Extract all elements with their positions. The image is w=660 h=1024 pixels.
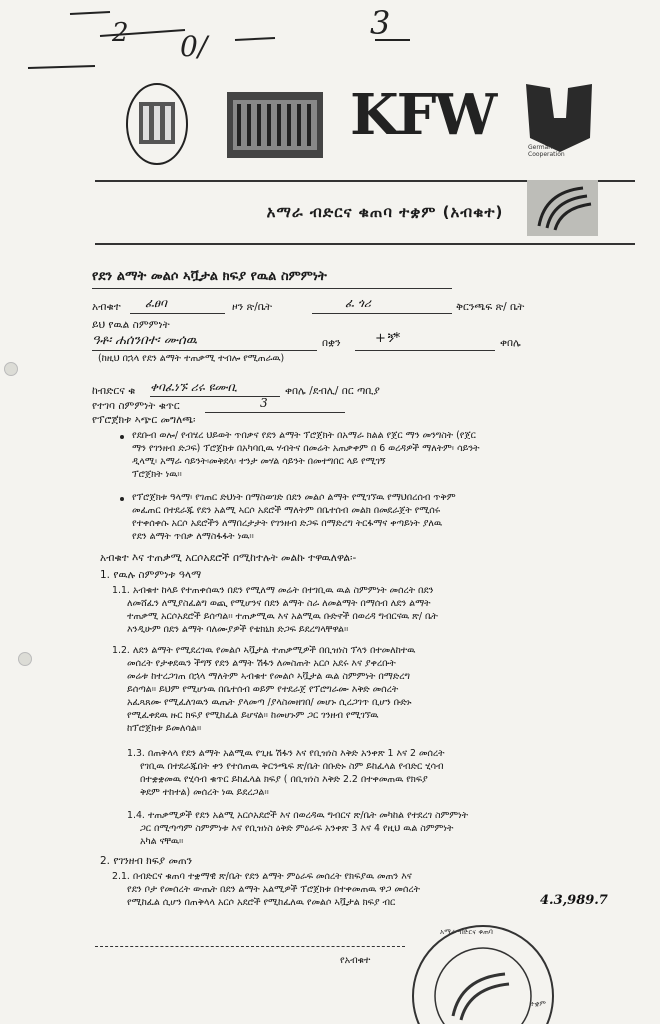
s1-2-line-4: ይሰጣል። ይህም የሚሆነዉ በቤተሰብ ወይም የተደራጀ የፕሮግራሙ እቅድ መሰረት [127,684,399,695]
s1-3-line-3: በተቋቋመዉ የሂሳብ ቁጥር ይከፈላል ክፍያ ( በቢዝነስ እቅድ 2.2 በተቀመጠዉ የክፍያ [140,774,428,785]
s1-2-line-7: ከፕሮጀክቱ ይመለሳል። [127,723,202,734]
s1-3-line-1: 1.3. በጠቅላላ የደን ልማት አልሚዉ የጊዜ ሽፋን እና የቢዝነስ እቅድ አንቀጽ 1 እና 2 መሰረት [127,748,445,759]
row3-value-a: ዓቶ፡ ሐሰንበተ፡ ሙሰዉ [92,333,197,348]
s1-1-line-3: ተጠቃሚ አርሶአደሮች ይሰጣል። ተጠቃሚዉ እና አልሚዉ ቡድኖች በወረዳ ግብርናዉ ጽ/ ቤት [127,611,438,622]
form-heading: የደን ልማት መልሶ ኣቯታል ክፍያ የዉል ስምምነት [92,269,327,284]
binder-hole-bottom [18,652,32,666]
s1-4-line-2: ጋር በሚጣጣም ስምምነቱ እና የቢዝነስ ዕቅድ ምዕራፍ አንቀጽ 3 እና 4 የዚህ ዉል ስምምነት [140,823,454,834]
bullet-2-dot [120,497,124,501]
row5-label-b: ቀበሌ /ደብሊ/ በር ጣቢያ [285,385,380,397]
building-logo-icon [225,90,325,160]
bullet-1-line-4: ፕሮጀክት ነዉ። [132,469,182,480]
bullet-2-line-2: መፈጠር በተደራጁ የደን አልሚ ኣርሶ አደሮች ማለትም በቤተሰብ መልክ በመደራጀት የሚሰሩ [132,505,441,516]
row3-label-c: ቀበሌ [500,337,521,349]
form-heading-underline [92,288,452,289]
row1-underline-a [130,313,225,314]
section-1-title: 1. የዉሉ ስምምነቱ ዓላማ [100,569,202,581]
s1-1-line-1: 1.1. አብቁተ ከላይ የተጠቀሰዉን በደን የሚለማ መሬት በተገቢዉ ዉል ስምምነት መሰረት በደን [112,585,434,596]
s1-3-line-4: ቅደም ተከተል) መሰረት ነዉ ይደረጋል። [140,787,269,798]
row3-label-b: በቋን [322,337,341,349]
s1-2-line-6: የሚፈቀደዉ ዙር ክፍያ የሚከፈል ይሆናል። ከመሆኑም ጋር ገንዘብ የሚገኘዉ [127,710,379,721]
footer-note: የአብቁተ [340,955,371,966]
row1-value-b: ፈ ጎሪ [345,296,371,310]
row5-value-a: ቀባፈነኙ ሪሩ ዩሙቢ [150,380,238,394]
s1-4-line-3: አካል ናቸዉ። [140,836,184,847]
bullet-1-line-2: ማን የገንዘብ ድጋፍ) ፕሮጀክቱ በአካባቢዉ ሃብትና በመሬት አጠቃቀም በ 6 ወረዳዎች ማለትም፡ ሳይንት [132,443,480,454]
footer-rule [95,946,405,947]
bullet-2-line-3: የተቀሰቀሱ አርሶ አደሮችን ለማበረታታት የገንዘብ ድጋፍ በማድረግ ትርፋማና ቀጣይነት ያለዉ [132,518,443,529]
top-handwriting-strokes [0,0,660,80]
row1-value-a: ፈፀባ [145,296,167,310]
s1-4-line-1: 1.4. ተጠቃሚዎች የደን አልሚ አርሶአደሮች እና በወረዳዉ ግብርና ጽ/ቤት መካከል የተደረገ ስምምነት [127,810,469,821]
header-rule-bottom [95,243,635,245]
s1-1-line-2: ለመሸፈን ለሚያስፈልግ ወጪ የሚሆንና በደን ልማት ስራ ለመልማት በማሰብ ለደን ልማት [127,598,431,609]
bullet-2-line-1: የፕሮጀክቱ ዓላማ፡ የገጠር ድህነት በማስወገድ በደን መልሶ ልማት የሚገኘዉ የማህበረሰብ ጥቅም [132,492,456,503]
s2-1-line-2: የደን ቦታ የመሰረት ውጤት በደን ልማት አልሚዎች ፕሮጀክቱ በተቀመጠዉ ዋጋ መሰረት [127,884,420,895]
row6-label: የተገባ ስምምነት ቁጥር [92,400,180,412]
row4-note: (ከዚህ በኋላ የደን ልማት ተጠቃሚ ተብሎ የሚጠራዉ) [98,353,285,364]
s1-2-line-1: 1.2. ለደን ልማት የሚደረገዉ የመልሶ ኣቯታል ተጠቃሚዎች በቢዝነስ ፕላን በተመለከተዉ [112,645,416,656]
row1-label-c: ቅርንጫፍ ጽ/ ቤት [456,301,525,313]
emblem-logo-icon [125,82,190,167]
s2-1-line-1: 2.1. በብድርና ቁጠባ ተቋማዊ ጽ/ቤት የደን ልማት ምዕራፍ መሰረት የክፍያዉ መጠን እና [112,871,412,882]
gtz-logo-text: German Cooperation [528,144,565,158]
bullet-1-line-3: ዲላሚ፡ አማራ ሳይንት፡መቅደላ፡ ተንታ መሃል ሳይንት በመተግበር ላይ የሚገኝ [132,456,386,467]
row3-underline-a [92,350,317,351]
banner-title: አማራ ብድርና ቁጠባ ተቋም (አብቁተ) [266,203,504,221]
acsi-logo-icon [525,178,600,238]
bullet-2-line-4: የደን ልማት ጥበቃ ለማስፋፋት ነዉ። [132,531,254,542]
agreement-intro: አብቁተ እና ተጠቃሚ አርሶአደሮች በሚከተሉት መልኩ ተዋዉለዋል፡- [100,552,357,564]
s1-2-line-5: አፈጻጸሙ የሚፈለገዉን ዉጤት ያላመጣ /ያላስመዘገበ/ መሆኑ ሲረጋገጥ ቢሆን ቡድኑ [127,697,412,708]
row6-value: 3 [260,396,268,410]
kfw-logo: KFW [350,82,496,148]
row5-label-a: ከብድርና ቁ [92,385,136,397]
row6-underline [205,412,345,413]
row1-underline-b [312,313,452,314]
row3-underline-b [355,350,495,351]
s1-2-line-3: መሬቱ ከተረጋገጠ በኋላ ማለትም ኣብቁተ የመልሶ ኣቯታል ዉል ስምምነት በማድረግ [127,671,410,682]
stamp-text-top: አማራ ብድርና ቁጠባ [440,928,493,936]
bullet-1-dot [120,435,124,439]
handwriting-mark-1: 2 [112,18,129,48]
row3-value-b: +ኝ* [375,331,401,346]
row1-label-b: ዞን ጽ/ቤት [232,301,273,313]
row1-label-a: አብቁተ [92,301,121,313]
s1-3-line-2: የገቢዉ በተደራጁበት ቀን የተሰጠዉ ቅርንጫፍ ጽ/ቤት በቡድኑ ስም ይከፈላል የብድር ሂሳብ [140,761,444,772]
s1-1-line-4: እንዲሁም በደን ልማት ባለሙያዎች የቴክኒክ ድጋፍ ይደረግላቸዋል። [127,624,349,635]
s2-1-amount: 4.3,989.7 [540,893,608,908]
handwriting-mark-3: 3 [370,4,391,42]
stamp-text-bottom: ተቋም [530,1000,546,1008]
row7-label: የፕሮጀክቱ ኣጭር መግለጫ፡ [92,414,196,426]
handwriting-mark-2: 0/ [180,30,208,63]
s1-2-line-2: መሰረት የታቀደዉን ችግኝ የደን ልማት ሽፋን ለመስጠት አርሶ አደሩ እና ያቀረቡት [127,658,396,669]
row2-label: ይህ የዉል ስምምነት [92,319,170,331]
bullet-1-line-1: የደቡብ ወሎ/ የብሄረ ህይወት ጥበቃና የደን ልማት ፕሮጀክት በአማራ ክልል የጀር ማን መንግስት (የጀር [132,430,476,441]
section-2-title: 2. የገንዘብ ክፍያ መጠን [100,855,193,867]
s2-1-line-3: የሚከፈል ሲሆን በጠቅላላ አርሶ አደሮች የሚከፈለዉ የመልሶ ኣቯታል ክፍያ ብር [127,897,396,908]
binder-hole-top [4,362,18,376]
